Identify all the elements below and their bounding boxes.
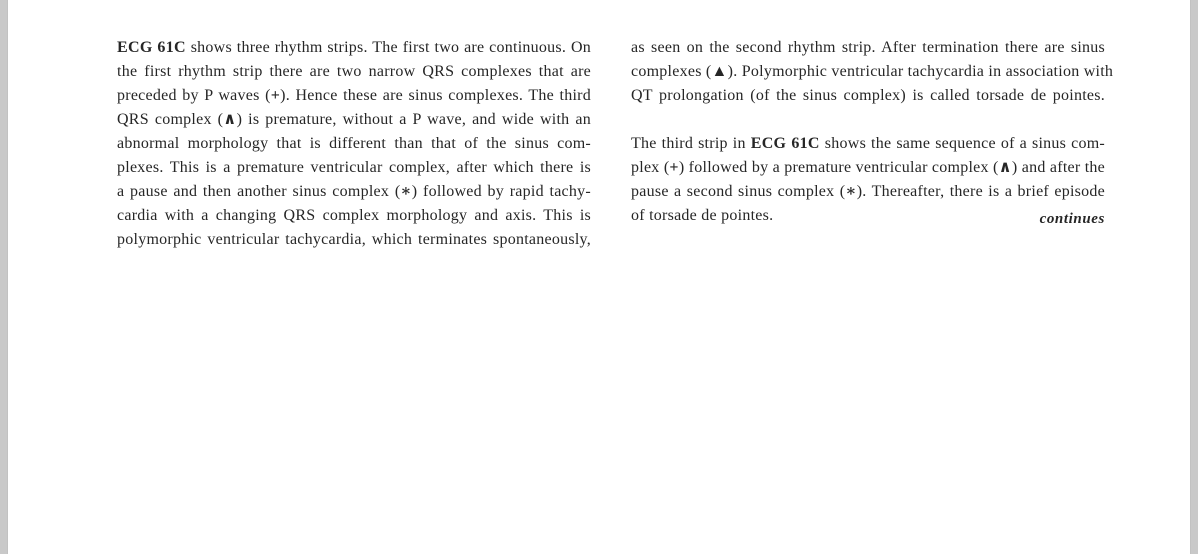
left-edge-bar	[0, 0, 8, 554]
text-line: as seen on the second rhythm strip. After termination there are sinus	[631, 39, 1105, 56]
text-line: complexes (▲). Polymorphic ventricular tachycardia in association with	[631, 63, 1114, 80]
column-left	[117, 36, 591, 252]
text-line: The third strip in ECG 61C shows the same sequence of a sinus com-	[631, 135, 1106, 152]
text-line: QRS complex (∧) is premature, without a P wave, and wide with an	[117, 111, 592, 128]
text-line: continues of torsade de pointes.	[631, 204, 1105, 228]
column-right	[631, 36, 1114, 252]
text-line: plexes. This is a premature ventricular complex, after which there is	[117, 159, 591, 176]
text-line: cardia with a changing QRS complex morphology and axis. This is	[117, 207, 591, 224]
continues-label: continues	[1039, 211, 1105, 227]
text-line: polymorphic ventricular tachycardia, which terminates spontaneously,	[117, 231, 591, 248]
text-line: plex (+) followed by a premature ventricular complex (∧) and after the	[631, 159, 1106, 176]
paragraph	[631, 36, 1114, 108]
text-line: pause a second sinus complex (∗). Thereafter, there is a brief episode	[631, 183, 1105, 200]
paragraph	[117, 36, 591, 252]
text-line: a pause and then another sinus complex (∗) followed by rapid tachy-	[117, 183, 591, 200]
text-line: ECG 61C shows three rhythm strips. The first two are continuous. On	[117, 39, 591, 56]
text-columns	[117, 36, 1114, 252]
paragraph	[631, 132, 1105, 228]
text-line: the first rhythm strip there are two narrow QRS complexes that are	[117, 63, 591, 80]
text-line: abnormal morphology that is different than that of the sinus com-	[117, 135, 591, 152]
right-edge-bar	[1190, 0, 1198, 554]
text-line: preceded by P waves (+). Hence these are sinus complexes. The third	[117, 87, 592, 104]
text-line: QT prolongation (of the sinus complex) is called torsade de pointes.	[631, 87, 1105, 104]
